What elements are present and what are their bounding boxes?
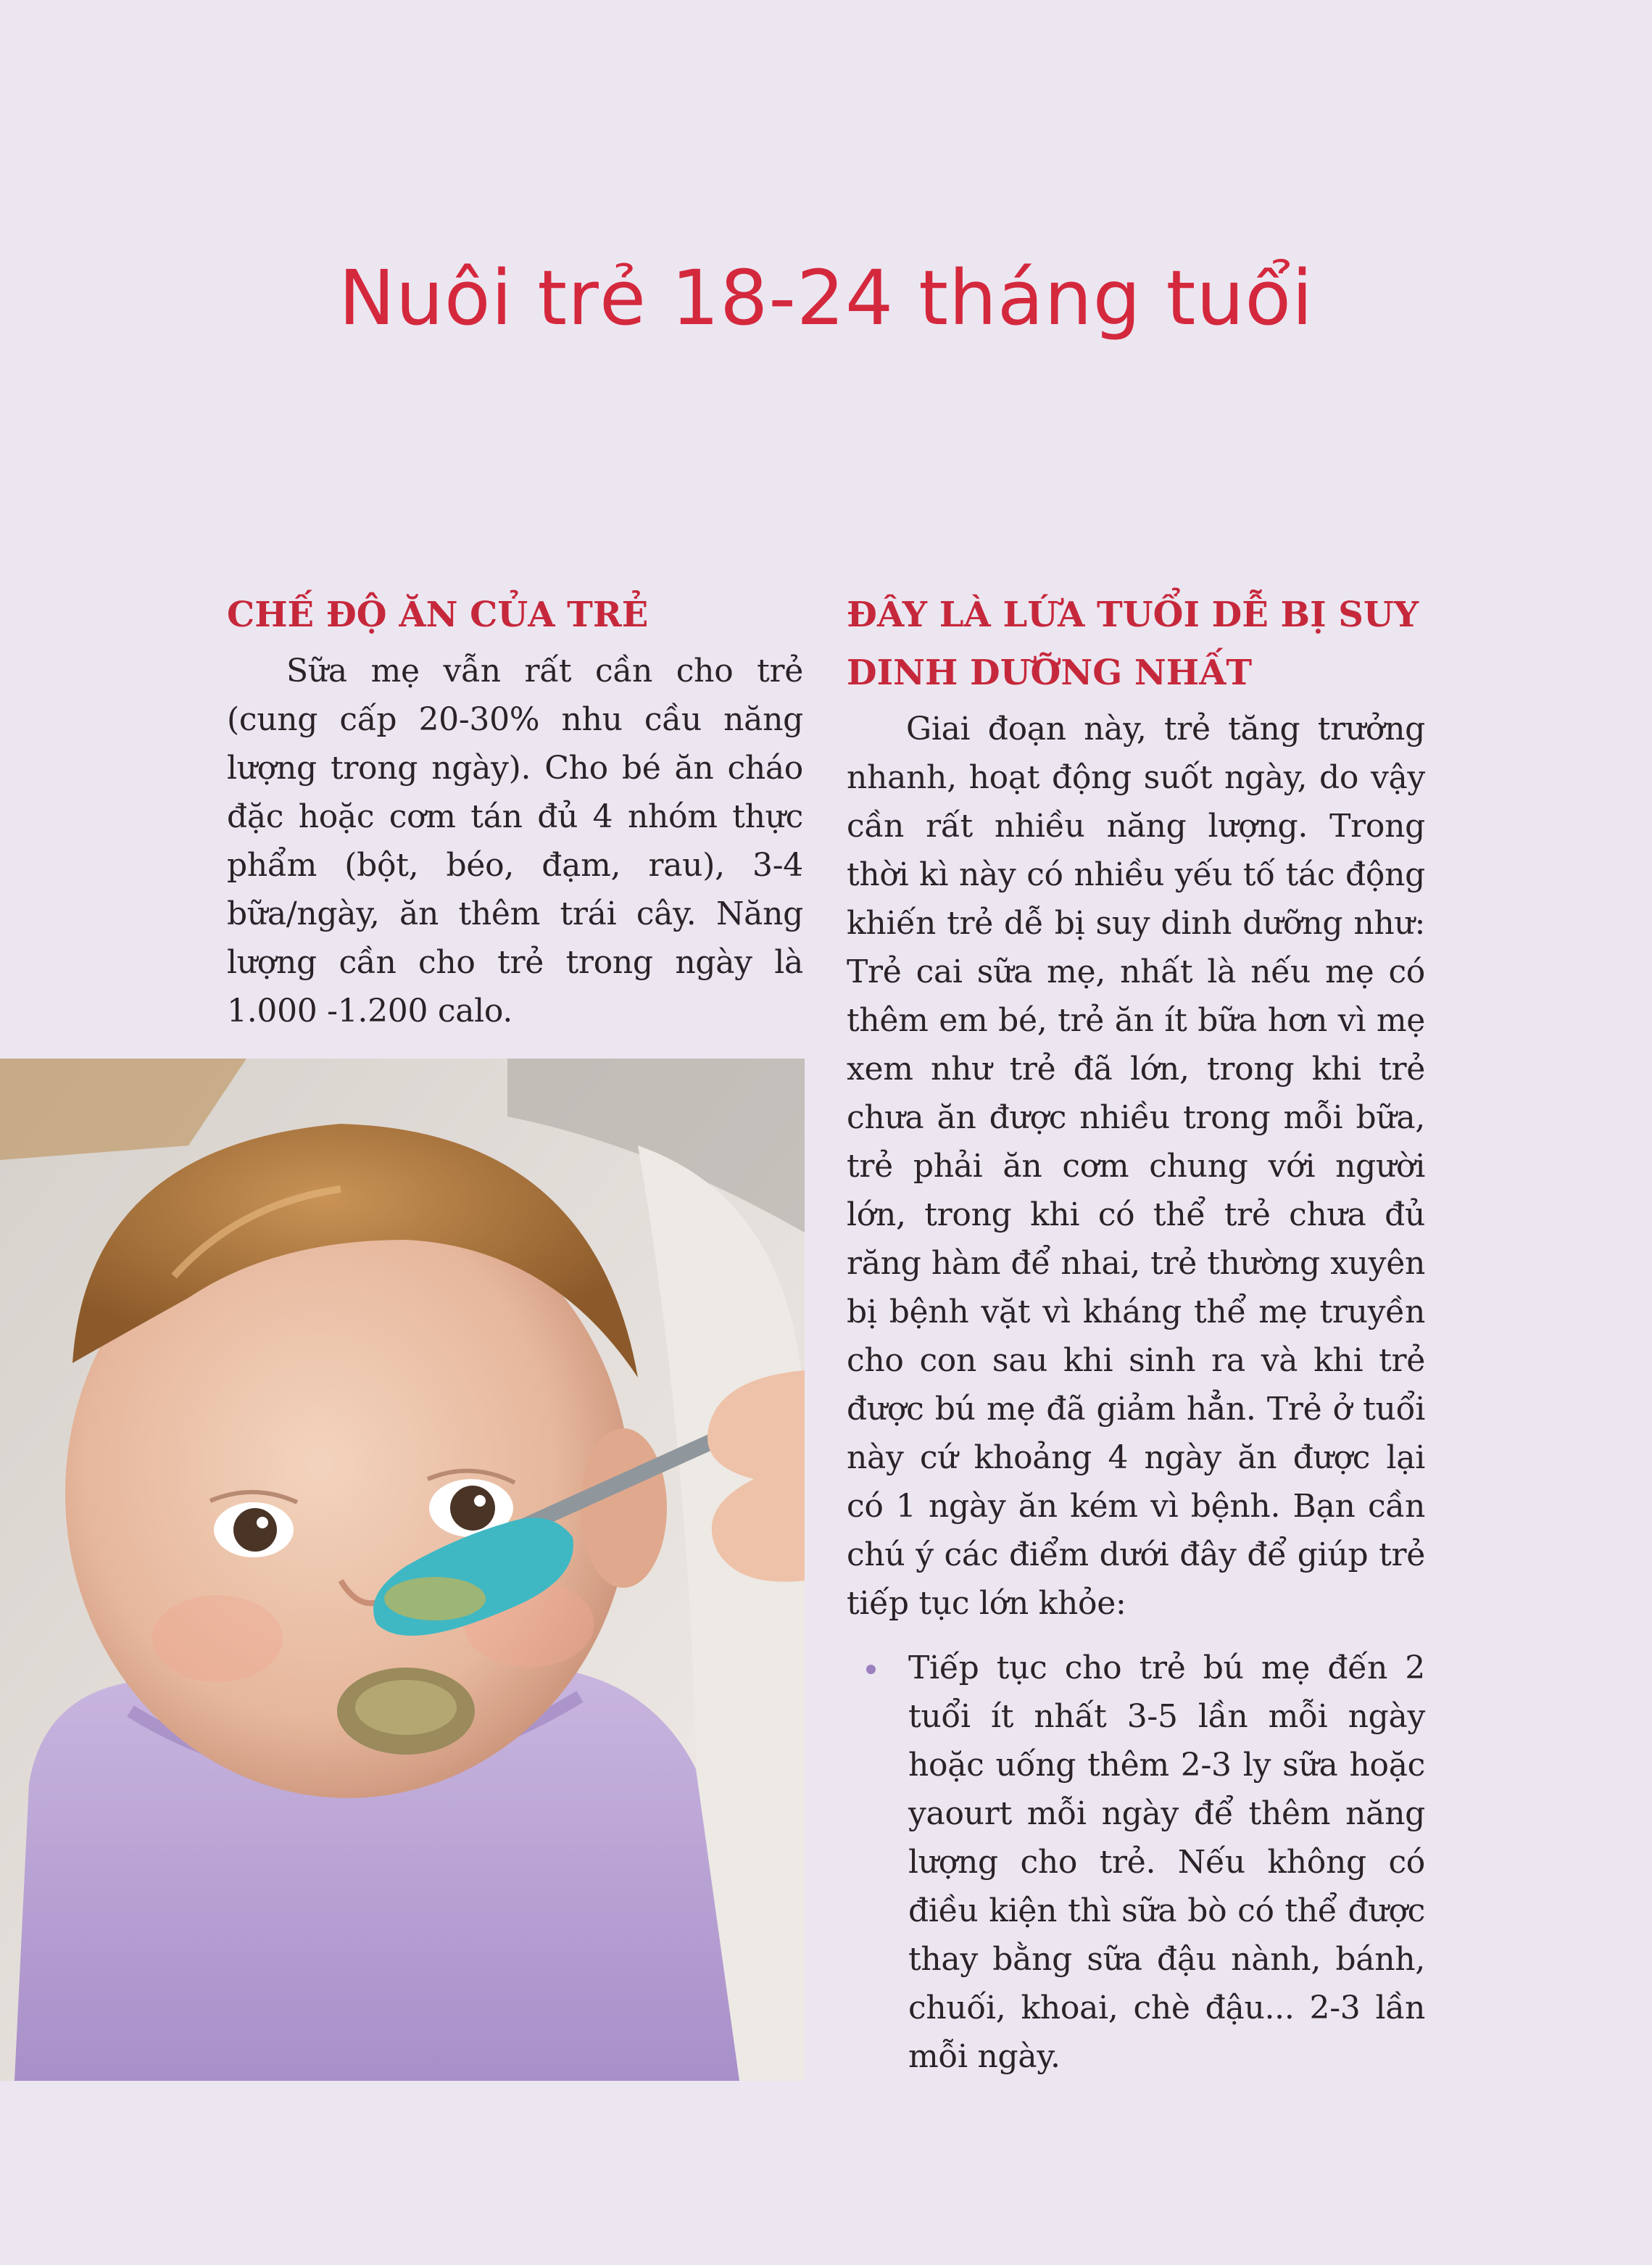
tips-list (847, 1644, 1425, 2081)
list-item-text: Tiếp tục cho trẻ bú mẹ đến 2 tuổi ít nhất 3-5 lần mỗi ngày hoặc uống thêm 2-3 ly sữa hoặc yaourt mỗi ngày để thêm năng lượng cho trẻ. Nếu không có điều kiện thì sữa bò có thể được thay bằng sữa đậu nành, bánh, chuối, khoai, chè đậu... 2-3 lần mỗi ngày. (908, 1649, 1425, 2075)
bullet-icon (866, 1665, 876, 1674)
baby-eating-photo (0, 1059, 805, 2081)
page-title: Nuôi trẻ 18-24 tháng tuổi (339, 254, 1313, 342)
section-heading-diet: CHẾ ĐỘ ĂN CỦA TRẺ (227, 595, 649, 635)
left-column (227, 586, 803, 1035)
section-heading-malnutrition: ĐÂY LÀ LỨA TUỔI DỄ BỊ SUY DINH DƯỠNG NHẤT (847, 595, 1419, 693)
malnutrition-paragraph: Giai đoạn này, trẻ tăng trưởng nhanh, hoạt động suốt ngày, do vậy cần rất nhiều năng lượng. Trong thời kì này có nhiều yếu tố tác động khiến trẻ dễ bị suy dinh dưỡng như: Trẻ cai sữa mẹ, nhất là nếu mẹ có thêm em bé, trẻ ăn ít bữa hơn vì mẹ xem như trẻ đã lớn, trong khi trẻ chưa ăn được nhiều trong mỗi bữa, trẻ phải ăn cơm chung với người lớn, trong khi có thể trẻ chưa đủ răng hàm để nhai, trẻ thường xuyên bị bệnh vặt vì kháng thể mẹ truyền cho con sau khi sinh ra và khi trẻ được bú mẹ đã giảm hẳn. Trẻ ở tuổi này cứ khoảng 4 ngày ăn được lại có 1 ngày ăn kém vì bệnh. Bạn cần chú ý các điểm dưới đây để giúp trẻ tiếp tục lớn khỏe: (847, 711, 1425, 1622)
list-item (847, 1644, 1425, 2081)
diet-paragraph: Sữa mẹ vẫn rất cần cho trẻ (cung cấp 20-30% nhu cầu năng lượng trong ngày). Cho bé ăn cháo đặc hoặc cơm tán đủ 4 nhóm thực phẩm (bột, béo, đạm, rau), 3-4 bữa/ngày, ăn thêm trái cây. Năng lượng cần cho trẻ trong ngày là 1.000 -1.200 calo. (227, 653, 803, 1030)
right-column (847, 586, 1425, 2081)
